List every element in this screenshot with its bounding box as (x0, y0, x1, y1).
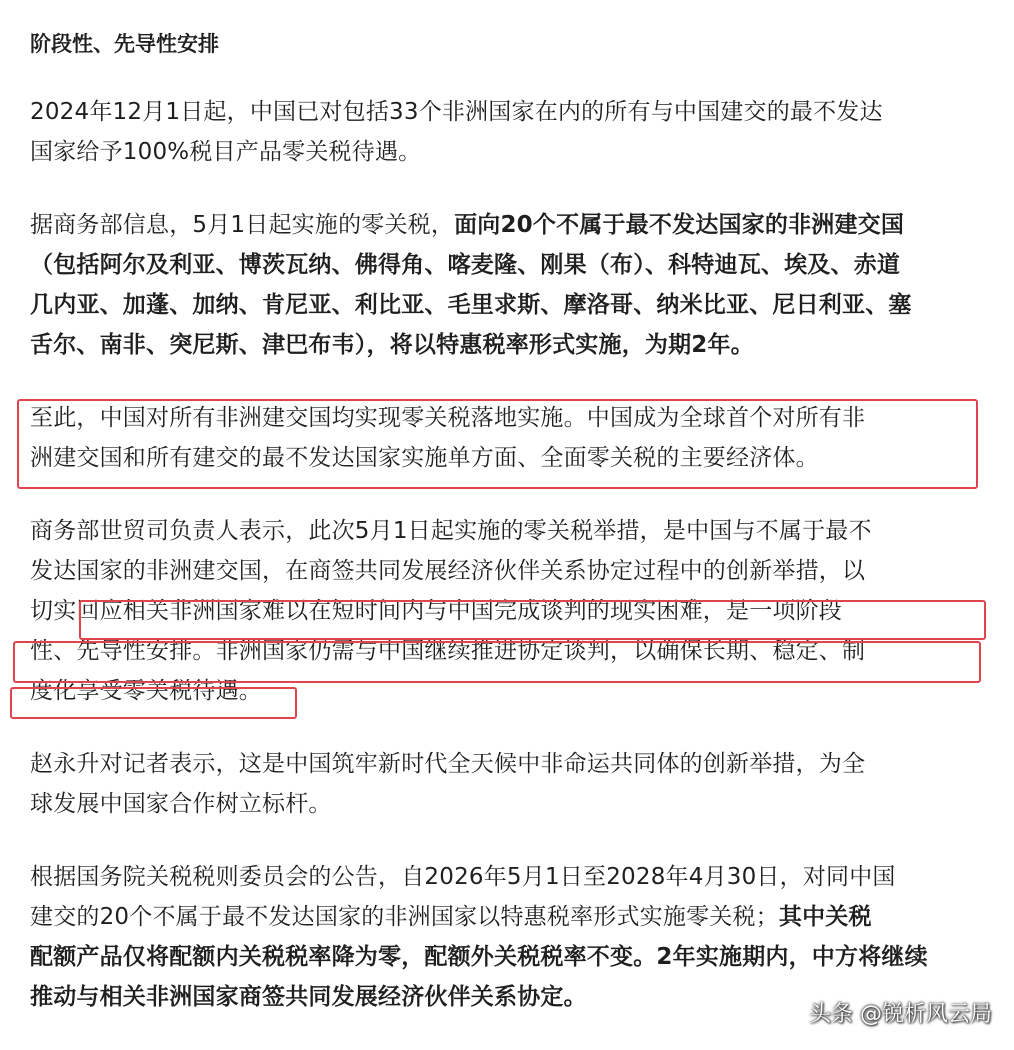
text-line-bold: 几内亚、加蓬、加纳、肯尼亚、利比亚、毛里求斯、摩洛哥、纳米比亚、尼日利亚、塞 (30, 292, 912, 318)
text-normal: 建交的20个不属于最不发达国家的非洲国家以特惠税率形式实施零关税； (30, 904, 779, 930)
text-line (30, 205, 980, 245)
text-line: 性、先导性安排。非洲国家仍需与中国继续推进协定谈判，以确保长期、稳定、制 (30, 638, 866, 664)
paragraph-wto-official (30, 511, 980, 711)
text-line: 球发展中国家合作树立标杆。 (30, 791, 332, 817)
paragraph-state-council-notice (30, 857, 980, 1017)
section-heading: 阶段性、先导性安排 (30, 32, 219, 56)
source-watermark: 头条 @锐析风云局 (809, 1002, 992, 1027)
text-line: 洲建交国和所有建交的最不发达国家实施单方面、全面零关税的主要经济体。 (30, 445, 819, 471)
text-line (30, 897, 980, 937)
text-line: 赵永升对记者表示，这是中国筑牢新时代全天候中非命运共同体的创新举措，为全 (30, 751, 866, 777)
text-line: 商务部世贸司负责人表示，此次5月1日起实施的零关税举措，是中国与不属于最不 (30, 518, 872, 544)
paragraph-zhao-yongsheng (30, 744, 980, 824)
paragraph-mofcom-info (30, 205, 980, 365)
paragraph-zero-tariff-ldc (30, 92, 980, 172)
text-line: 切实回应相关非洲国家难以在短时间内与中国完成谈判的现实困难，是一项阶段 (30, 598, 842, 624)
text-line: 2024年12月1日起，中国已对包括33个非洲国家在内的所有与中国建交的最不发达 (30, 99, 883, 125)
text-line: 度化享受零关税待遇。 (30, 678, 262, 704)
text-line: 根据国务院关税税则委员会的公告，自2026年5月1日至2028年4月30日，对同中国 (30, 864, 896, 890)
article-body (30, 24, 980, 1050)
text-line-bold: 推动与相关非洲国家商签共同发展经济伙伴关系协定。 (30, 984, 587, 1010)
paragraph-all-african-partners (30, 398, 980, 478)
text-line-bold: （包括阿尔及利亚、博茨瓦纳、佛得角、喀麦隆、刚果（布）、科特迪瓦、埃及、赤道 (30, 252, 901, 278)
text-line: 至此，中国对所有非洲建交国均实现零关税落地实施。中国成为全球首个对所有非 (30, 405, 866, 431)
text-line-bold: 舌尔、南非、突尼斯、津巴布韦），将以特惠税率形式实施，为期2年。 (30, 332, 754, 358)
text-bold: 面向20个不属于最不发达国家的非洲建交国 (454, 212, 905, 238)
text-bold: 其中关税 (778, 904, 872, 930)
text-line: 国家给予100%税目产品零关税待遇。 (30, 139, 422, 165)
text-line: 发达国家的非洲建交国，在商签共同发展经济伙伴关系协定过程中的创新举措，以 (30, 558, 866, 584)
text-normal: 据商务部信息，5月1日起实施的零关税， (30, 212, 455, 238)
text-line-bold: 配额产品仅将配额内关税税率降为零，配额外关税税率不变。2年实施期内，中方将继续 (30, 944, 928, 970)
